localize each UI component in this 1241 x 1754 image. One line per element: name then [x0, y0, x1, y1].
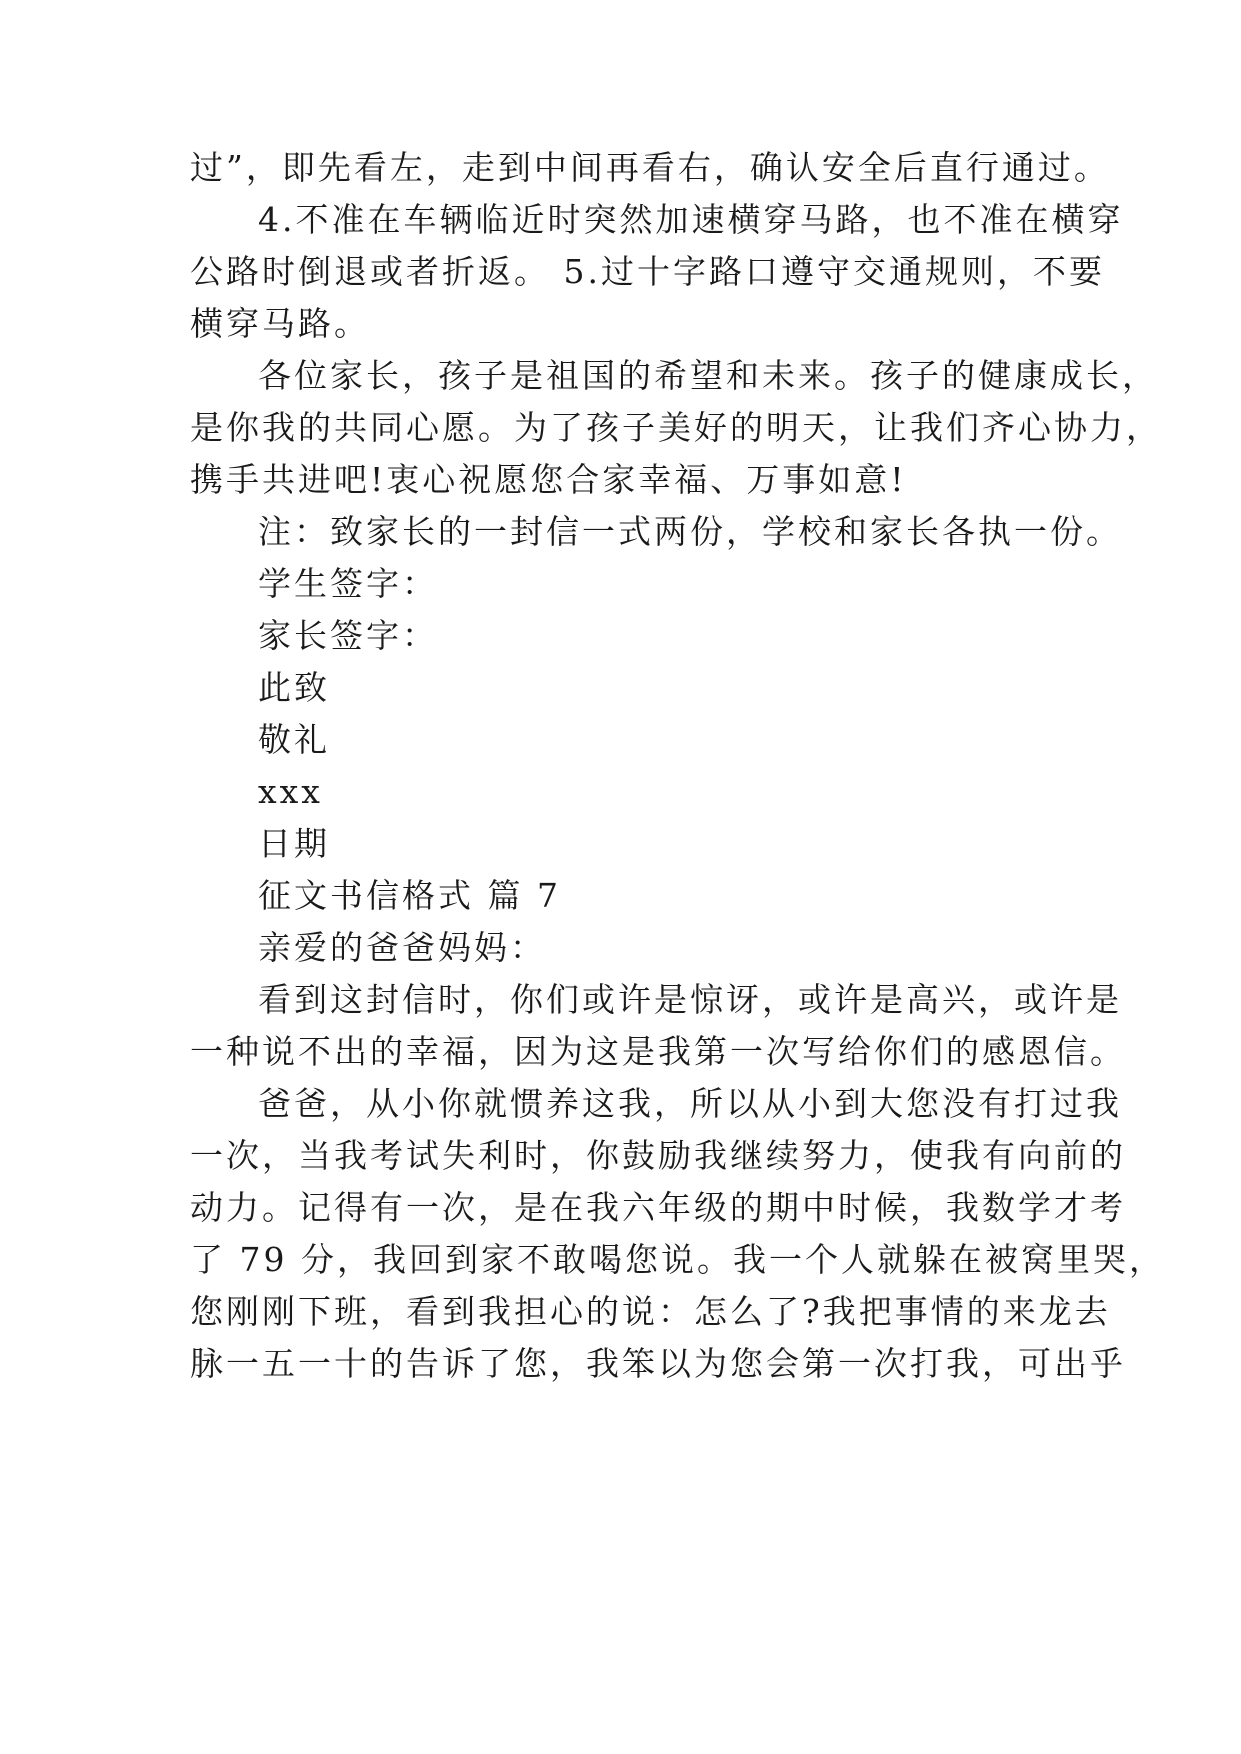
text-line: 爸爸，从小你就惯养这我，所以从小到大您没有打过我 — [258, 1084, 1122, 1123]
text-line: 4.不准在车辆临近时突然加速横穿马路，也不准在横穿 — [258, 200, 1124, 239]
closing-line: 此致 — [258, 668, 330, 707]
text-line: 您刚刚下班，看到我担心的说：怎么了?我把事情的来龙去 — [190, 1292, 1111, 1331]
text-line: 了 79 分，我回到家不敢喝您说。我一个人就躲在被窝里哭， — [190, 1240, 1165, 1279]
text-line: 一种说不出的幸福，因为这是我第一次写给你们的感恩信。 — [190, 1032, 1126, 1071]
text-line: 脉一五一十的告诉了您，我笨以为您会第一次打我，可出乎 — [190, 1344, 1126, 1383]
text-line: 公路时倒退或者折返。 5.过十字路口遵守交通规则，不要 — [190, 252, 1105, 291]
text-line: 携手共进吧!衷心祝愿您合家幸福、万事如意! — [190, 460, 907, 499]
parent-signature-label: 家长签字： — [258, 616, 438, 655]
text-line: 动力。记得有一次，是在我六年级的期中时候，我数学才考 — [190, 1188, 1126, 1227]
text-line: 注：致家长的一封信一式两份，学校和家长各执一份。 — [258, 512, 1122, 551]
text-line: 横穿马路。 — [190, 304, 370, 343]
date-label: 日期 — [258, 824, 330, 863]
closing-salutation: 敬礼 — [258, 720, 330, 759]
student-signature-label: 学生签字： — [258, 564, 438, 603]
text-line: 看到这封信时，你们或许是惊讶，或许是高兴，或许是 — [258, 980, 1122, 1019]
text-line: 各位家长，孩子是祖国的希望和未来。孩子的健康成长， — [258, 356, 1158, 395]
section-heading: 征文书信格式 篇 7 — [258, 876, 561, 915]
sender-name: xxx — [258, 772, 323, 811]
text-line: 过”，即先看左，走到中间再看右，确认安全后直行通过。 — [190, 148, 1110, 187]
text-line: 一次，当我考试失利时，你鼓励我继续努力，使我有向前的 — [190, 1136, 1126, 1175]
letter-greeting: 亲爱的爸爸妈妈： — [258, 928, 546, 967]
text-line: 是你我的共同心愿。为了孩子美好的明天，让我们齐心协力， — [190, 408, 1162, 447]
